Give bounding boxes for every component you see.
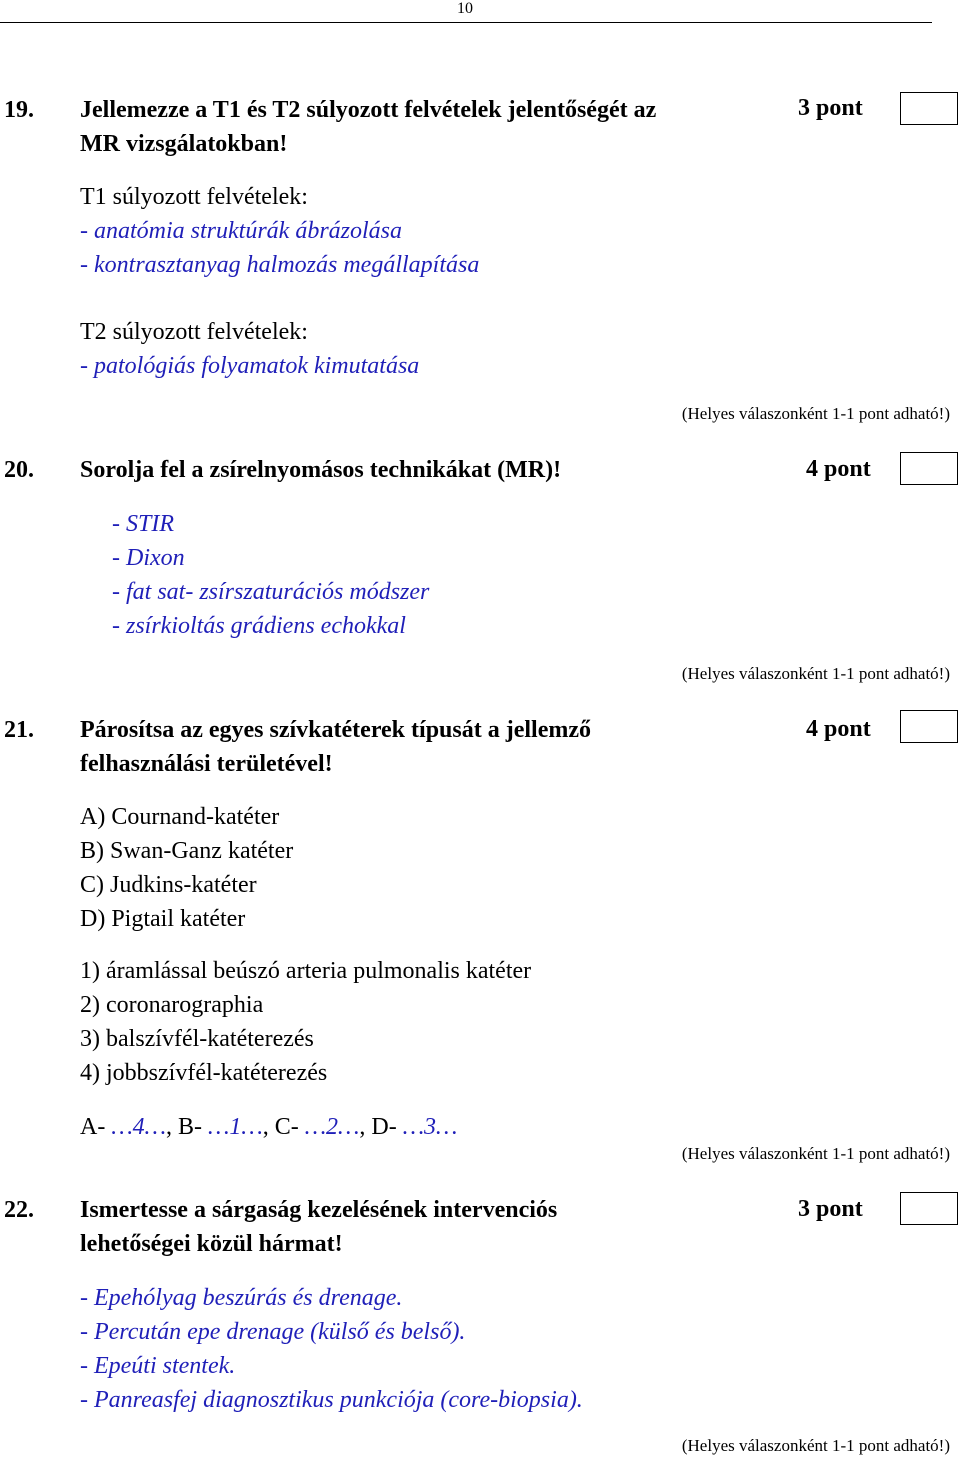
q21-type-d: D) Pigtail katéter (80, 906, 246, 932)
q20-answer-1: - STIR (112, 511, 174, 537)
page-number: 10 (457, 0, 473, 17)
q19-score-box[interactable] (900, 92, 958, 125)
q21-points: 4 pont (806, 716, 871, 742)
q19-title-line1: Jellemezze a T1 és T2 súlyozott felvételek jelentőségét az (80, 97, 657, 123)
q20-scoring-note: (Helyes válaszonként 1-1 pont adható!) (681, 664, 950, 683)
q21-match-c-label: , C- (262, 1114, 299, 1140)
q20-title: Sorolja fel a zsírelnyomásos technikákat (MR)! (80, 457, 562, 483)
q19-t2-heading: T2 súlyozott felvételek: (80, 319, 308, 345)
q21-match-a-value: …4… (111, 1114, 167, 1140)
q19-points: 3 pont (798, 95, 863, 121)
q21-match-b-label: , B- (166, 1114, 203, 1140)
q21-use-3: 3) balszívfél-katéterezés (80, 1026, 314, 1052)
q19-title-line2: MR vizsgálatokban! (80, 131, 288, 157)
q21-type-c: C) Judkins-katéter (80, 872, 257, 898)
q21-title-line2: felhasználási területével! (80, 751, 333, 777)
q21-match-d-label: , D- (359, 1114, 397, 1140)
q21-use-2: 2) coronarographia (80, 992, 264, 1018)
q19-t1-answer-1: - anatómia struktúrák ábrázolása (80, 218, 403, 244)
q22-number: 22. (4, 1197, 34, 1223)
q22-title-line2: lehetőségei közül hármat! (80, 1231, 343, 1257)
q20-answer-2: - Dixon (112, 545, 185, 571)
q22-answer-1: - Epehólyag beszúrás és drenage. (80, 1285, 403, 1311)
q20-number: 20. (4, 457, 34, 483)
q21-score-box[interactable] (900, 710, 958, 743)
q22-score-box[interactable] (900, 1192, 958, 1225)
q19-t1-heading: T1 súlyozott felvételek: (80, 184, 308, 210)
q21-number: 21. (4, 717, 34, 743)
q21-match-c-value: …2… (304, 1114, 360, 1140)
q21-use-4: 4) jobbszívfél-katéterezés (80, 1060, 328, 1086)
q22-points: 3 pont (798, 1196, 863, 1222)
q22-answer-2: - Percután epe drenage (külső és belső). (80, 1319, 466, 1345)
q19-t2-answer-1: - patológiás folyamatok kimutatása (80, 353, 420, 379)
q21-type-b: B) Swan-Ganz katéter (80, 838, 294, 864)
q22-answer-3: - Epeúti stentek. (80, 1353, 236, 1379)
q21-title-line1: Párosítsa az egyes szívkatéterek típusát a jellemző (80, 717, 591, 743)
q20-answer-4: - zsírkioltás grádiens echokkal (112, 613, 406, 639)
q19-scoring-note: (Helyes válaszonként 1-1 pont adható!) (681, 404, 950, 423)
q21-match-d-value: …3… (402, 1114, 458, 1140)
header-rule (0, 22, 932, 23)
q20-score-box[interactable] (900, 452, 958, 485)
q22-title-line1: Ismertesse a sárgaság kezelésének intervenciós (80, 1197, 558, 1223)
q22-answer-4: - Panreasfej diagnosztikus punkciója (core-biopsia). (80, 1387, 583, 1413)
q21-match-a-label: A- (80, 1114, 106, 1140)
q20-answer-3: - fat sat- zsírszaturációs módszer (112, 579, 430, 605)
q19-t1-answer-2: - kontrasztanyag halmozás megállapítása (80, 252, 480, 278)
q19-number: 19. (4, 97, 34, 123)
q22-scoring-note: (Helyes válaszonként 1-1 pont adható!) (681, 1436, 950, 1455)
q21-type-a: A) Cournand-katéter (80, 804, 280, 830)
q21-match-answer (80, 1110, 457, 1144)
q21-match-b-value: …1… (208, 1114, 263, 1140)
q20-points: 4 pont (806, 456, 871, 482)
q21-use-1: 1) áramlással beúszó arteria pulmonalis katéter (80, 958, 532, 984)
q21-scoring-note: (Helyes válaszonként 1-1 pont adható!) (681, 1144, 950, 1163)
